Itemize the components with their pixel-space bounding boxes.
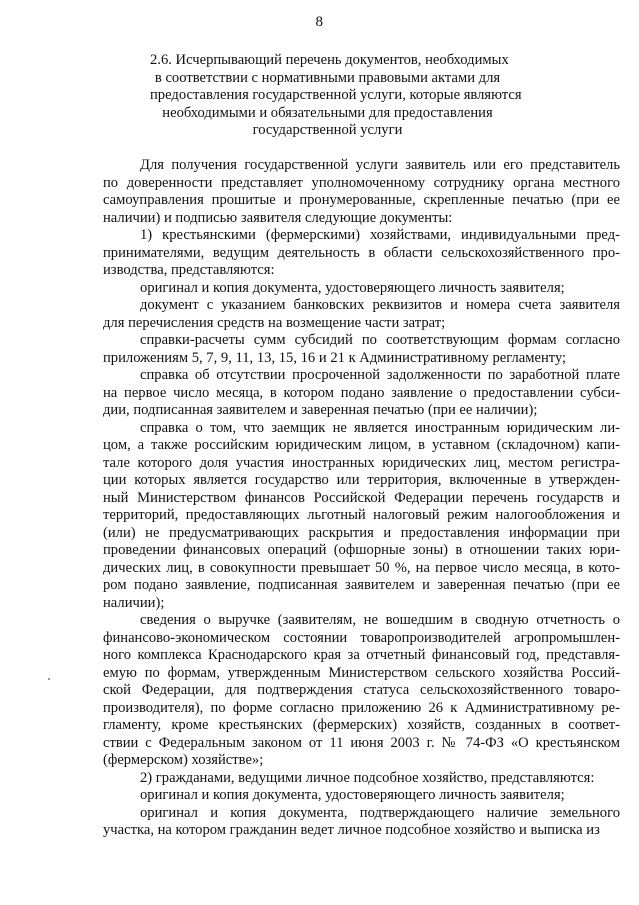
text-line: документ с указанием банковских реквизитов и номера счета заявителя <box>140 297 620 313</box>
text-line: справка об отсутствии просроченной задолженности по заработной плате <box>140 367 620 383</box>
text-line: цом, а также российским юридическим лицом, в уставном (складочном) капи- <box>103 437 620 453</box>
text-line: дических лиц, в совокупности превышает 50 %, на первое число месяца, в кото- <box>103 559 620 576</box>
text-line: 1) крестьянскими (фермерскими) хозяйствами, индивидуальными пред- <box>140 227 620 243</box>
paragraph <box>103 297 620 332</box>
heading-line: необходимыми и обязательными для предоставления <box>162 104 493 121</box>
heading-line: предоставления государственной услуги, которые являются <box>150 87 522 104</box>
text-line: ром подано заявление, подписанная заявителем и заверенная печатью (при ее <box>103 577 620 593</box>
text-line: наличии) и подписью заявителя следующие документы: <box>103 209 453 226</box>
text-line: ного комплекса Краснодарского края за отчетный финансовый год, представля- <box>103 647 620 663</box>
paragraph <box>103 227 620 280</box>
text-line: дии, подписанная заявителем и заверенная печатью (при ее наличии); <box>103 402 538 418</box>
text-line: оригинал и копия документа, подтверждающего наличие земельного <box>140 804 620 821</box>
text-line: оригинал и копия документа, удостоверяющего личность заявителя; <box>140 279 565 296</box>
paragraph <box>103 420 620 613</box>
heading-line: государственной услуги <box>252 122 403 139</box>
text-line: принимателями, ведущим деятельность в области сельскохозяйственного про- <box>103 244 620 261</box>
text-line: (фермерском) хозяйстве»; <box>103 752 264 768</box>
text-line: гламенту, кроме крестьянских (фермерских) хозяйств, созданных в соответ- <box>103 717 620 733</box>
document-body <box>103 157 620 840</box>
heading-line: в соответствии с нормативными правовыми актами для <box>154 69 501 86</box>
paragraph <box>103 612 620 770</box>
text-line: территорий, предоставляющих льготный налоговый режим налогообложения и <box>103 507 620 523</box>
text-line: оригинал и копия документа, удостоверяющего личность заявителя; <box>140 787 565 803</box>
text-line: ции которых является государство или территория, включенные в утвержден- <box>103 472 620 488</box>
text-line: справки-расчеты сумм субсидий по соответствующим формам согласно <box>140 332 620 348</box>
text-line: участка, на котором гражданин ведет личное подсобное хозяйство и выписка из <box>103 822 600 838</box>
heading-line: 2.6. Исчерпывающий перечень документов, необходимых <box>150 52 509 68</box>
page-number: 8 <box>315 14 324 30</box>
text-line: самоуправления прошитые и пронумерованные, скрепленные печатью (при ее <box>103 192 620 208</box>
text-line: наличии); <box>103 594 165 611</box>
paragraph <box>103 770 620 788</box>
paragraph <box>103 332 620 367</box>
section-heading <box>150 52 522 140</box>
text-line: ской Федерации, для подтверждения статуса сельскохозяйственного товаро- <box>103 682 620 698</box>
text-line: тале которого доля участия иностранных юридических лиц, местом регистра- <box>103 454 620 471</box>
text-line: емую по формам, утвержденным Министерством сельского хозяйства Россий- <box>103 664 620 681</box>
paragraph <box>103 367 620 420</box>
text-line: сведения о выручке (заявителям, не вошедшим в сводную отчетность о <box>140 612 620 628</box>
paragraph <box>103 805 620 840</box>
text-line: финансово-экономическом состоянии товаропроизводителей агропромышлен- <box>103 629 620 646</box>
paragraph <box>103 157 620 227</box>
text-line: изводства, представляются: <box>103 262 275 278</box>
text-line: ный Министерством финансов Российской Федерации перечень государств и <box>103 489 620 506</box>
text-line: проведении финансовых операций (офшорные зоны) в отношении таких юри- <box>103 542 620 558</box>
text-line: на первое число месяца, в котором подано заявление о предоставлении субси- <box>103 384 620 401</box>
text-line: по доверенности представляет уполномоченному сотруднику органа местного <box>103 174 620 191</box>
text-line: 2) гражданами, ведущими личное подсобное хозяйство, представляются: <box>140 769 595 786</box>
paragraph <box>103 787 620 805</box>
text-line: для перечисления средств на возмещение части затрат; <box>103 314 446 331</box>
scan-speck <box>48 678 50 680</box>
text-line: Для получения государственной услуги заявитель или его представитель <box>140 157 620 173</box>
text-line: справка о том, что заемщик не является иностранным юридическим ли- <box>140 419 620 436</box>
text-line: (или) не предусматривающих раскрытия и предоставления информации при <box>103 524 620 541</box>
text-line: ствии с Федеральным законом от 11 июня 2003 г. № 74-ФЗ «О крестьянском <box>103 734 620 751</box>
text-line: приложениям 5, 7, 9, 11, 13, 15, 16 и 21 к Административному регламенту; <box>103 349 567 366</box>
text-line: производителя), по форме согласно приложению 26 к Административному ре- <box>103 699 620 716</box>
paragraph <box>103 280 620 298</box>
